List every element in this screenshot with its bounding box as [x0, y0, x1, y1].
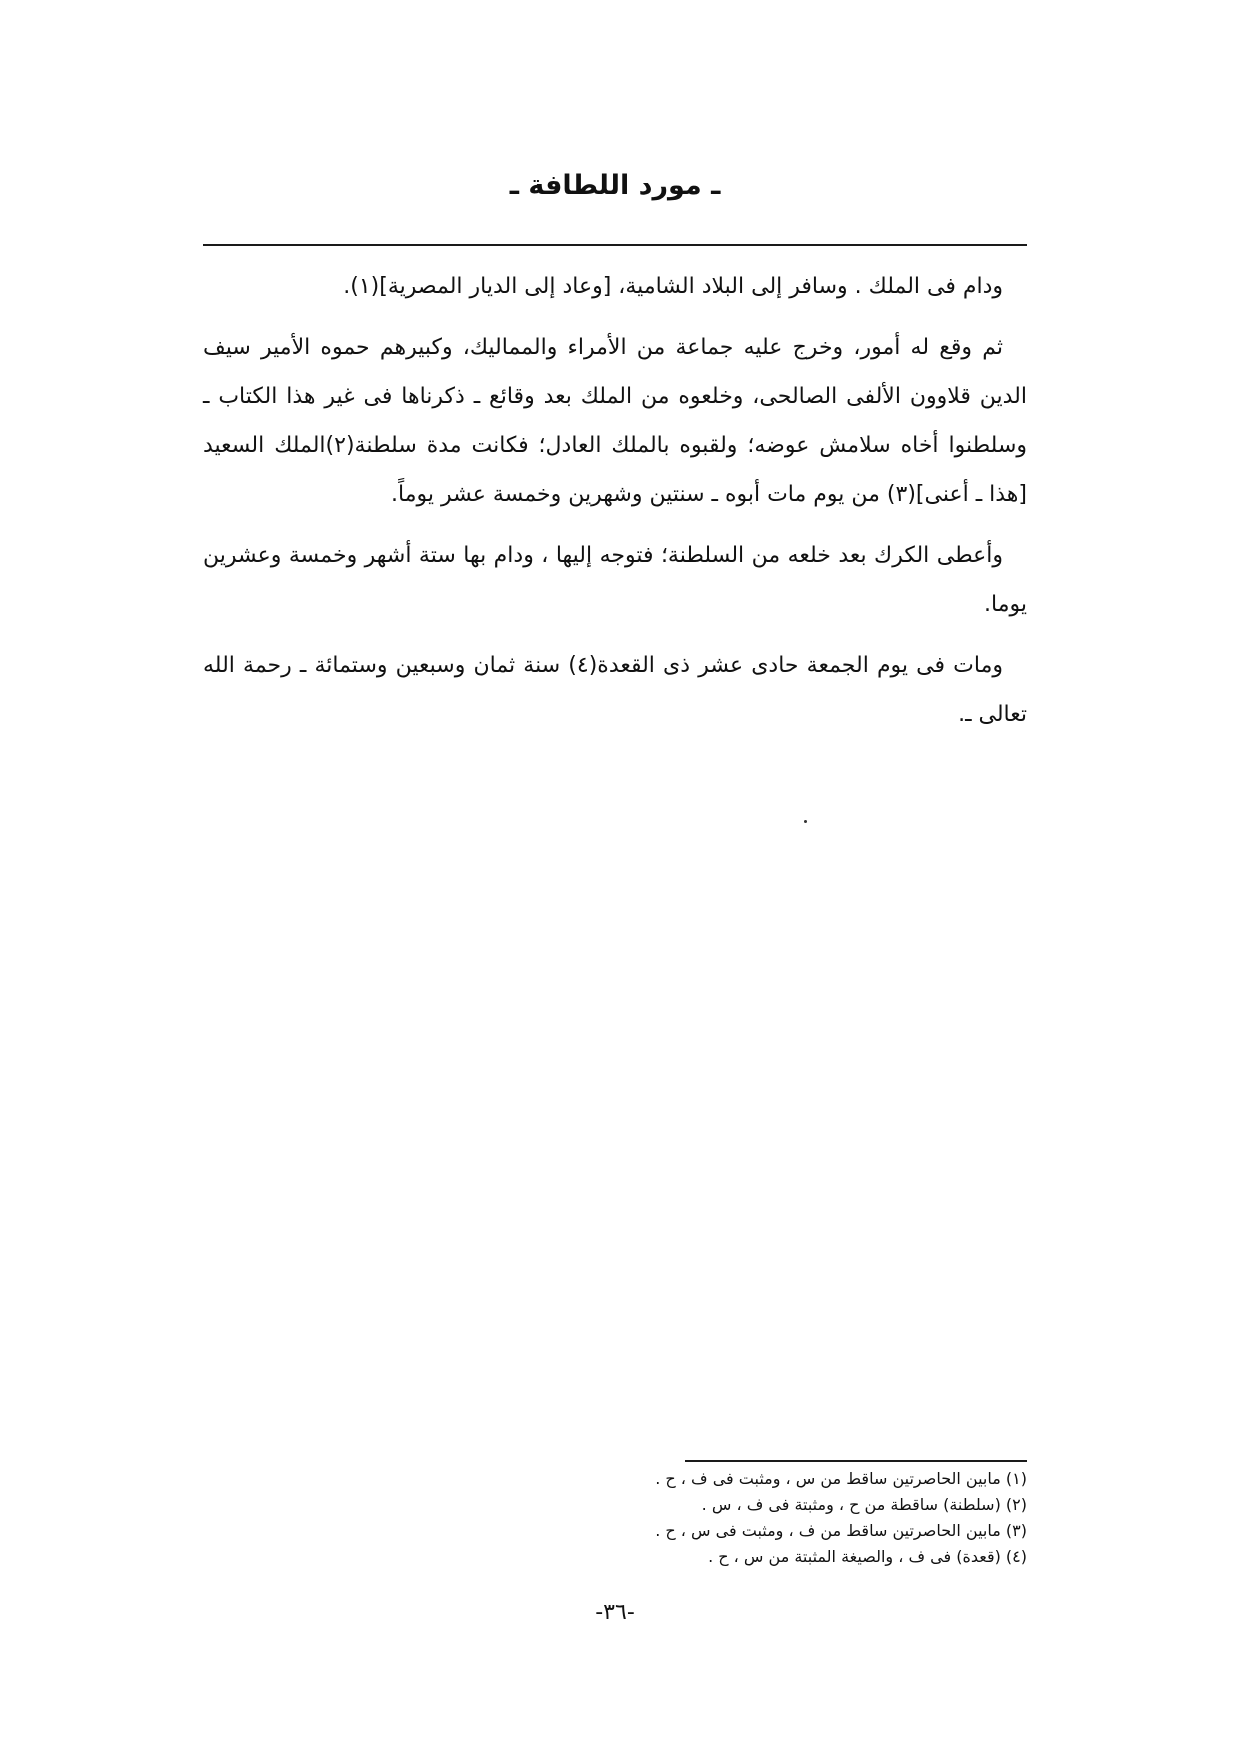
header-rule: [203, 244, 1027, 246]
footnote-4: (٤) (قعدة) فى ف ، والصيغة المثبتة من س ، ح .: [708, 1547, 1027, 1566]
footnote-1: (١) مابين الحاصرتين ساقط من س ، ومثبت فى ف ، ح .: [655, 1469, 1027, 1488]
paragraph-2: ثم وقع له أمور، وخرج عليه جماعة من الأمراء والمماليك، وكبيرهم حموه الأمير سيف الدين قلاوون الألفى الصالحى، وخلعوه من الملك بعد وقائع ـ ذكرناها فى غير هذا الكتاب ـ وسلطنوا أخاه سلامش عوضه؛ ولقبوه بالملك العادل؛ فكانت مدة سلطنة(٢)الملك السعيد [هذا ـ أعنى](٣) من يوم مات أبوه ـ سنتين وشهرين وخمسة عشر يوماً.: [203, 335, 1027, 507]
footnote-2: (٢) (سلطنة) ساقطة من ح ، ومثبتة فى ف ، س .: [701, 1495, 1027, 1514]
page-number: -٣٦-: [595, 1600, 635, 1625]
body-text: [203, 262, 1027, 751]
footnote-3: (٣) مابين الحاصرتين ساقط من ف ، ومثبت فى س ، ح .: [655, 1521, 1027, 1540]
paragraph-1: ودام فى الملك . وسافر إلى البلاد الشامية، [وعاد إلى الديار المصرية](١).: [343, 274, 1003, 299]
footnotes: [203, 1466, 1027, 1570]
running-head: ـ مورد اللطافة ـ: [509, 170, 721, 201]
stray-dot: [804, 820, 807, 823]
footnote-rule: [685, 1460, 1027, 1462]
paragraph-3: وأعطى الكرك بعد خلعه من السلطنة؛ فتوجه إليها ، ودام بها ستة أشهر وخمسة وعشرين يوما.: [203, 543, 1027, 617]
paragraph-4: ومات فى يوم الجمعة حادى عشر ذى القعدة(٤) سنة ثمان وسبعين وستمائة ـ رحمة الله تعالى ـ.: [203, 653, 1027, 727]
